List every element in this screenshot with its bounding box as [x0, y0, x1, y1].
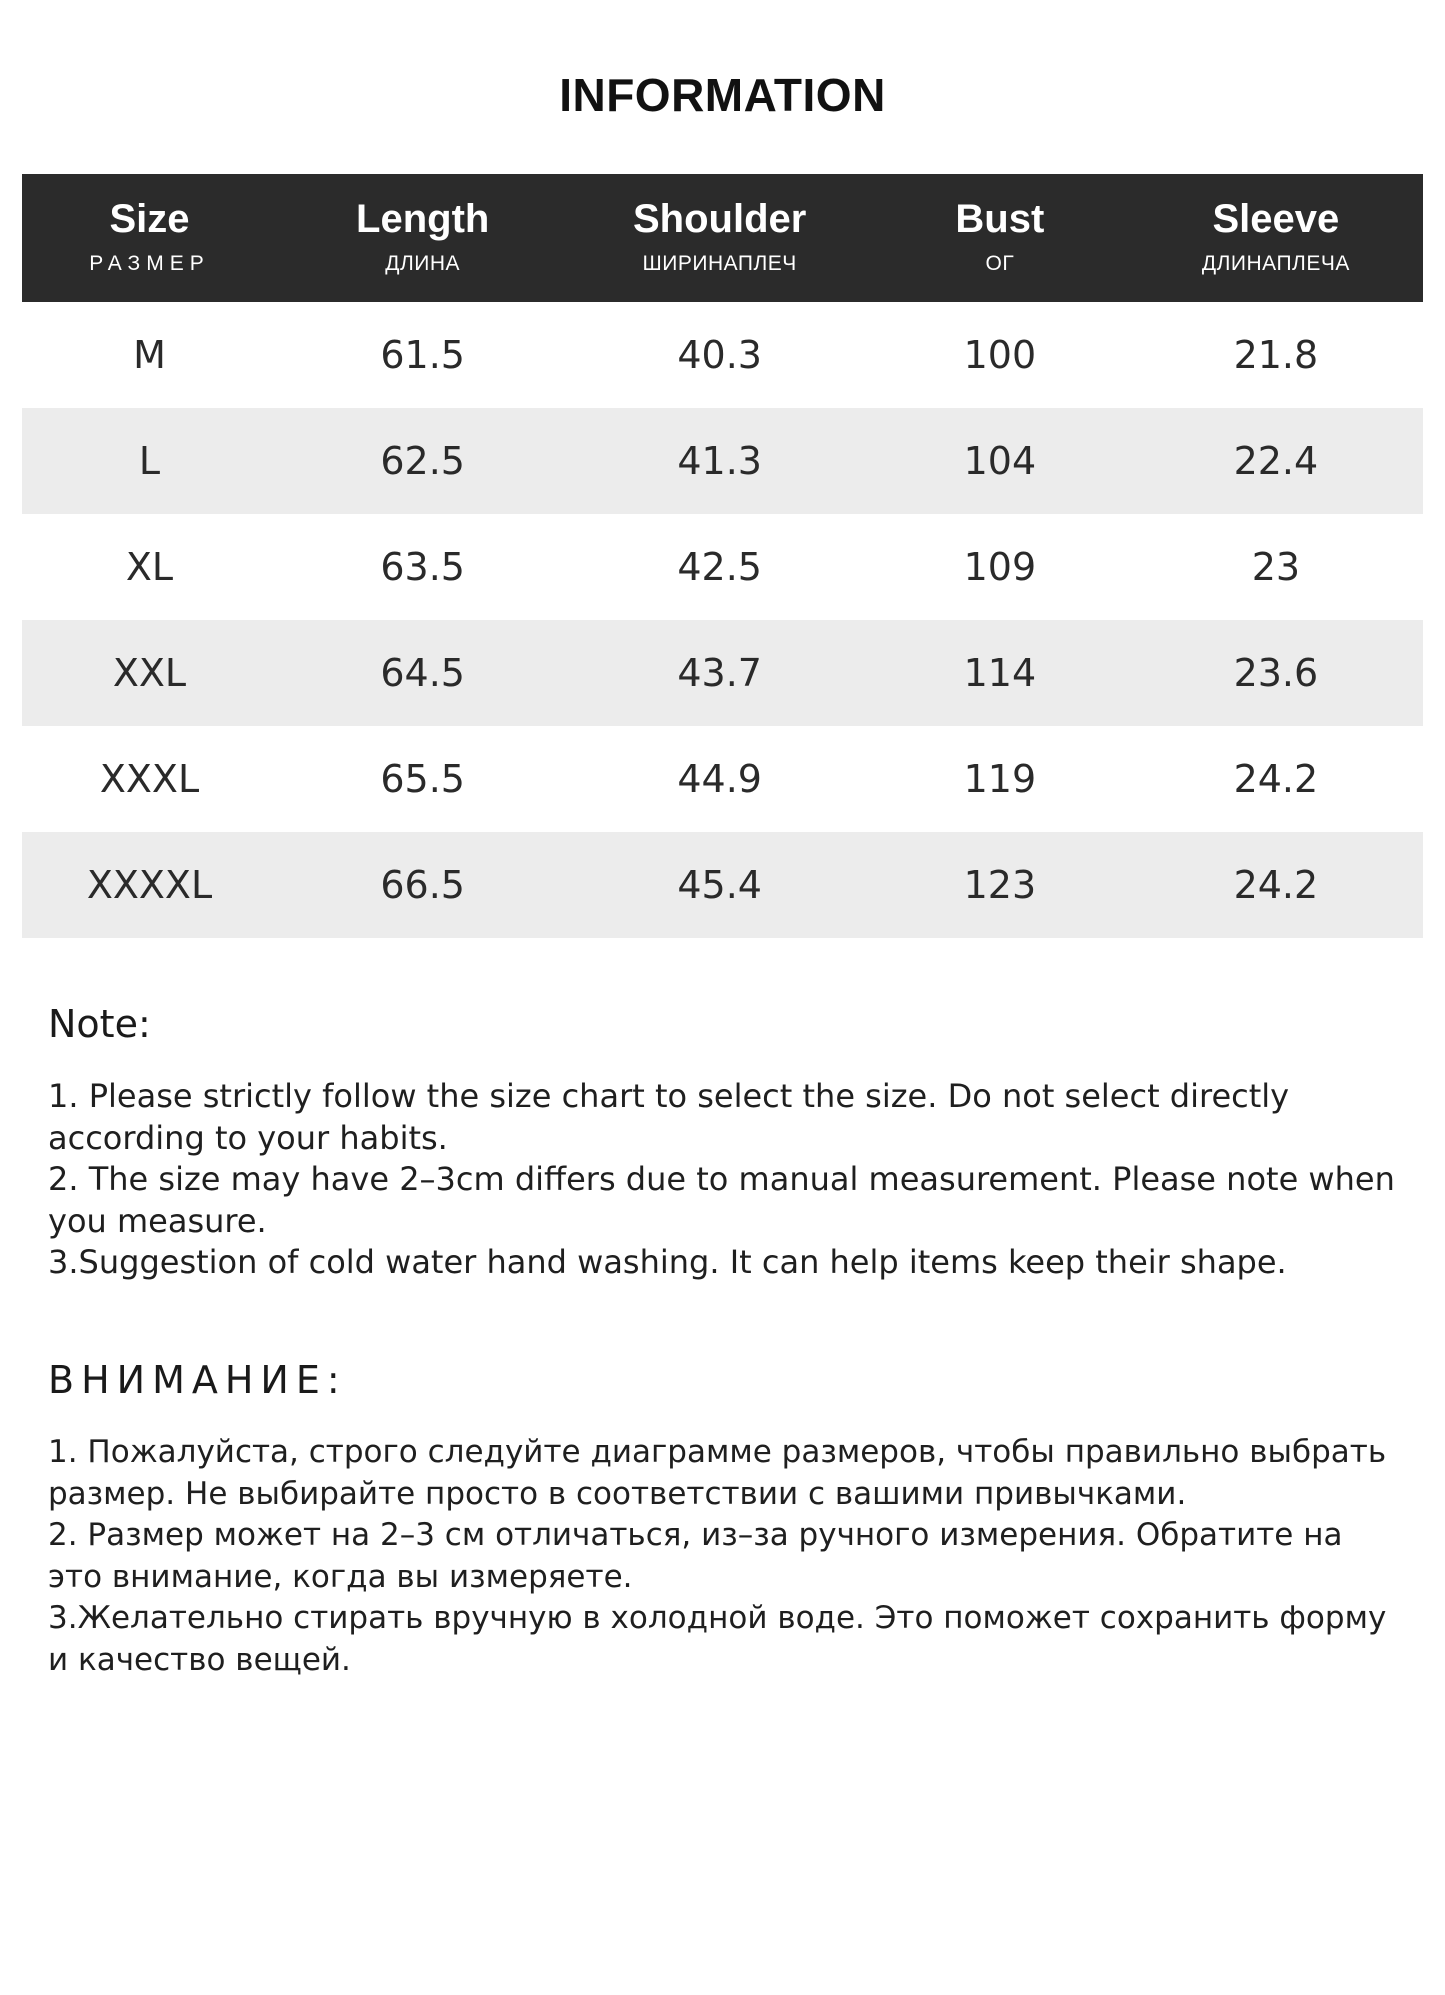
size-chart-table	[22, 174, 1423, 938]
note-line: 3.Suggestion of cold water hand washing. It can help items keep their shape.	[48, 1243, 1287, 1282]
column-header-size-en: Size	[109, 197, 190, 241]
cell-shoulder: 41.3	[568, 408, 871, 514]
cell-length: 65.5	[277, 726, 568, 832]
cell-size: XL	[22, 514, 277, 620]
cell-length: 66.5	[277, 832, 568, 938]
note-line: 2. The size may have 2–3cm differs due to manual measurement. Please note when you measure.	[48, 1160, 1395, 1240]
cell-size: XXXXL	[22, 832, 277, 938]
cell-bust: 109	[871, 514, 1129, 620]
table-header-row	[22, 174, 1423, 302]
note-line: 1. Пожалуйста, строго следуйте диаграмме размеров, чтобы правильно выбрать размер. Не выбирайте просто в соответствии с вашими привычками.	[48, 1433, 1387, 1512]
cell-sleeve: 21.8	[1129, 302, 1423, 408]
table-row	[22, 302, 1423, 408]
cell-size: XXXL	[22, 726, 277, 832]
cell-bust: 119	[871, 726, 1129, 832]
notes-en-heading: Note:	[48, 1002, 151, 1046]
column-header-sleeve	[1129, 174, 1423, 302]
column-header-bust-ru: ОГ	[985, 252, 1015, 275]
cell-size: M	[22, 302, 277, 408]
table-row	[22, 408, 1423, 514]
cell-shoulder: 40.3	[568, 302, 871, 408]
column-header-shoulder-en: Shoulder	[633, 197, 807, 241]
column-header-length-en: Length	[356, 197, 490, 241]
cell-size: L	[22, 408, 277, 514]
column-header-shoulder	[568, 174, 871, 302]
cell-shoulder: 43.7	[568, 620, 871, 726]
table-row	[22, 514, 1423, 620]
column-header-sleeve-en: Sleeve	[1212, 197, 1340, 241]
note-line: 1. Please strictly follow the size chart to select the size. Do not select directly according to your habits.	[48, 1077, 1290, 1157]
column-header-size-ru: РАЗМЕР	[89, 252, 210, 275]
column-header-length-ru: ДЛИНА	[385, 252, 461, 275]
table-row	[22, 620, 1423, 726]
notes-ru-heading: ВНИМАНИЕ:	[48, 1357, 347, 1402]
table-header	[22, 174, 1423, 302]
column-header-bust	[871, 174, 1129, 302]
page-title: INFORMATION	[559, 69, 886, 121]
cell-bust: 104	[871, 408, 1129, 514]
column-header-sleeve-ru: ДЛИНАПЛЕЧА	[1201, 252, 1350, 275]
cell-sleeve: 23	[1129, 514, 1423, 620]
column-header-size	[22, 174, 277, 302]
column-header-length	[277, 174, 568, 302]
notes-ru-body	[48, 1432, 1397, 1681]
column-header-shoulder-ru: ШИРИНАПЛЕЧ	[642, 252, 797, 275]
cell-sleeve: 24.2	[1129, 832, 1423, 938]
cell-size: XXL	[22, 620, 277, 726]
table-row	[22, 726, 1423, 832]
cell-bust: 100	[871, 302, 1129, 408]
cell-shoulder: 42.5	[568, 514, 871, 620]
note-line: 3.Желательно стирать вручную в холодной воде. Это поможет сохранить форму и качество вещей.	[48, 1600, 1387, 1678]
cell-sleeve: 23.6	[1129, 620, 1423, 726]
cell-length: 62.5	[277, 408, 568, 514]
cell-shoulder: 45.4	[568, 832, 871, 938]
cell-bust: 114	[871, 620, 1129, 726]
table-body	[22, 302, 1423, 938]
cell-length: 64.5	[277, 620, 568, 726]
table-row	[22, 832, 1423, 938]
cell-length: 61.5	[277, 302, 568, 408]
cell-length: 63.5	[277, 514, 568, 620]
cell-sleeve: 24.2	[1129, 726, 1423, 832]
notes-section	[22, 1002, 1423, 1681]
cell-sleeve: 22.4	[1129, 408, 1423, 514]
column-header-bust-en: Bust	[955, 197, 1045, 241]
note-line: 2. Размер может на 2–3 см отличаться, из–за ручного измерения. Обратите на это внимание, когда вы измеряете.	[48, 1517, 1343, 1595]
size-chart-page	[0, 68, 1445, 1995]
cell-shoulder: 44.9	[568, 726, 871, 832]
cell-bust: 123	[871, 832, 1129, 938]
notes-en-body	[48, 1076, 1397, 1284]
